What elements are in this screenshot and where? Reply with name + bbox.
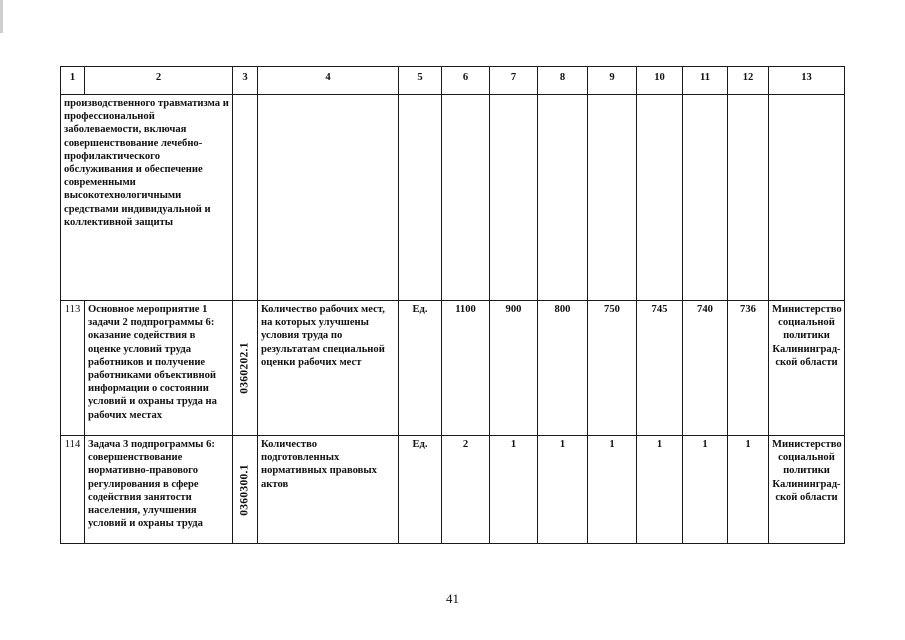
budget-code: 0360202.1 bbox=[238, 342, 251, 394]
header-cell: 8 bbox=[538, 67, 588, 95]
budget-code-cell bbox=[233, 436, 258, 544]
header-cell: 5 bbox=[399, 67, 442, 95]
header-cell: 12 bbox=[728, 67, 769, 95]
indicator-name: Количество подготовленных нормативных правовых актов bbox=[258, 436, 399, 544]
page-number: 41 bbox=[446, 591, 459, 606]
empty-cell bbox=[442, 95, 490, 301]
value-cell: 1 bbox=[538, 436, 588, 544]
header-row bbox=[61, 67, 845, 95]
header-cell: 2 bbox=[85, 67, 233, 95]
value-cell: 740 bbox=[683, 301, 728, 436]
measure-name: Основное мероприятие 1 задачи 2 подпрограммы 6: оказание содействия в оценке условий труда работников и получение работниками объективной информации о состоянии условий и охраны труда на рабочих местах bbox=[85, 301, 233, 436]
empty-cell bbox=[258, 95, 399, 301]
empty-cell bbox=[233, 95, 258, 301]
value-cell: 900 bbox=[490, 301, 538, 436]
scan-edge-mark bbox=[0, 0, 3, 33]
header-cell: 1 bbox=[61, 67, 85, 95]
empty-cell bbox=[637, 95, 683, 301]
value-cell: 1 bbox=[490, 436, 538, 544]
header-cell: 10 bbox=[637, 67, 683, 95]
header-cell: 13 bbox=[769, 67, 845, 95]
table-row-continuation bbox=[61, 95, 845, 301]
value-cell: 1100 bbox=[442, 301, 490, 436]
value-cell: 1 bbox=[728, 436, 769, 544]
value-cell: 1 bbox=[637, 436, 683, 544]
empty-cell bbox=[728, 95, 769, 301]
empty-cell bbox=[399, 95, 442, 301]
header-cell: 4 bbox=[258, 67, 399, 95]
empty-cell bbox=[490, 95, 538, 301]
program-table bbox=[60, 66, 845, 544]
header-cell: 3 bbox=[233, 67, 258, 95]
value-cell: 1 bbox=[588, 436, 637, 544]
value-cell: 750 bbox=[588, 301, 637, 436]
empty-cell bbox=[588, 95, 637, 301]
table-row bbox=[61, 301, 845, 436]
header-cell: 6 bbox=[442, 67, 490, 95]
header-cell: 9 bbox=[588, 67, 637, 95]
value-cell: 2 bbox=[442, 436, 490, 544]
empty-cell bbox=[683, 95, 728, 301]
indicator-name: Количество рабочих мест, на которых улучшены условия труда по результатам специальной оценки рабочих мест bbox=[258, 301, 399, 436]
table-row bbox=[61, 436, 845, 544]
value-cell: 736 bbox=[728, 301, 769, 436]
row-number: 114 bbox=[61, 436, 85, 544]
value-cell: 745 bbox=[637, 301, 683, 436]
header-cell: 11 bbox=[683, 67, 728, 95]
continuation-text: производственного травматизма и профессиональной заболеваемости, включая совершенствование лечебно-профилактического обслуживания и обеспечение современными высокотехнологичными средствами индивидуальной и коллективной защиты bbox=[61, 95, 233, 301]
budget-code: 0360300.1 bbox=[238, 463, 251, 516]
value-cell: 1 bbox=[683, 436, 728, 544]
header-cell: 7 bbox=[490, 67, 538, 95]
empty-cell bbox=[538, 95, 588, 301]
empty-cell bbox=[769, 95, 845, 301]
budget-code-cell bbox=[233, 301, 258, 436]
unit: Ед. bbox=[399, 436, 442, 544]
responsible-org: Министерство социальной политики Калининград-ской области bbox=[769, 301, 845, 436]
measure-name: Задача 3 подпрограммы 6: совершенствование нормативно-правового регулирования в сфере содействия занятости населения, улучшения условий и охраны труда bbox=[85, 436, 233, 544]
unit: Ед. bbox=[399, 301, 442, 436]
responsible-org: Министерство социальной политики Калининград-ской области bbox=[769, 436, 845, 544]
row-number: 113 bbox=[61, 301, 85, 436]
value-cell: 800 bbox=[538, 301, 588, 436]
